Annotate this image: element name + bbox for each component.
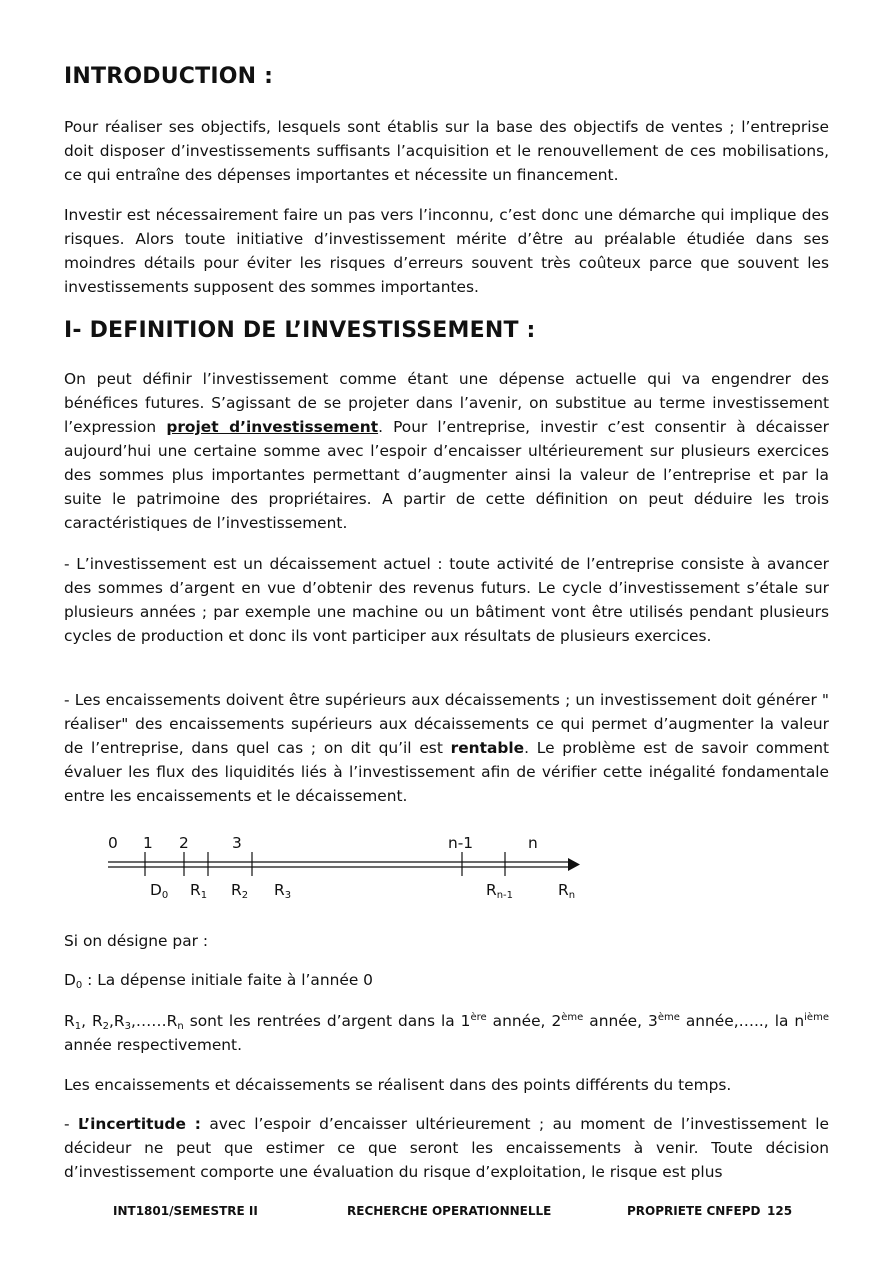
timeline-flow-r1: $R_1$ [190, 881, 208, 901]
definition-text-1: On peut définir l’investissement comme étant une dépense actuelle qui va engendrer des bénéfices futures. S’agissant de se projeter dans l’avenir, on substitue au terme investissement l’expression [64, 370, 829, 436]
footer-page-number: 125 [767, 1204, 793, 1218]
paragraph-incertitude: - L’incertitude : avec l’espoir d’encaisser ultérieurement ; au moment de l’investissement le décideur ne peut que estimer ce que seront les encaissements à venir. Toute décision d’investissement comporte une évaluation du risque d’exploitation, le risque est plus [64, 1115, 829, 1181]
characteristic-2-text-1: - Les encaissements doivent être supérieurs aux décaissements ; un investissement doit générer " réaliser" des encaissements supérieurs aux décaissements ce qui permet d’augmenter la valeur de l’entreprise, dans quel cas ; on dit qu’il est [64, 691, 829, 757]
timeline-label-n-1: n-1 [448, 834, 474, 852]
paragraph-characteristic-2 [64, 688, 829, 808]
paragraph-intro-2: Investir est nécessairement faire un pas vers l’inconnu, c’est donc une démarche qui implique des risques. Alors toute initiative d’investissement mérite d’être au préalable étudiée dans ses moindres détails pour éviter les risques d’erreurs souvent très coûteux parce que souvent les investissements supposent des sommes importantes. [64, 206, 829, 296]
timeline-label-2: 2 [179, 834, 189, 852]
timeline-flow-d0: $D_0$ [150, 881, 169, 901]
definition-text-2: . Pour l’entreprise, investir c’est consentir à décaisser aujourd’hui une certaine somme avec l’espoir d’encaisser ultérieurement sur plusieurs exercices des sommes plus importantes permettant d’augmenter ainsi la valeur de l’entreprise et par la suite le patrimoine des propriétaires. A partir de cette définition on peut déduire les trois caractéristiques de l’investissement. [64, 418, 829, 532]
term-rentable: rentable [450, 739, 525, 757]
timeline-label-0: 0 [108, 834, 118, 852]
timeline-flow-rn: $R_n$ [558, 881, 576, 901]
footer-property: PROPRIETE CNFEPD [627, 1204, 761, 1218]
heading-introduction: INTRODUCTION : [64, 64, 274, 89]
paragraph-r-definition: $R_1$, $R_2,R_3,\dots\dots R_n$ sont les rentrées d’argent dans la 1ère année, 2ème année, 3ème année,….., la $n^{ième}$ année respectivement. [64, 1012, 829, 1054]
timeline-label-3: 3 [232, 834, 242, 852]
footer-course-code: INT1801/SEMESTRE II [113, 1204, 258, 1218]
timeline-flow-r3: $R_3$ [274, 881, 292, 901]
paragraph-definition [64, 367, 829, 535]
timeline-flow-rn-1: $R_{n-1}$ [486, 881, 514, 901]
timeline-label-1: 1 [143, 834, 153, 852]
timeline-arrow-head [568, 858, 580, 871]
term-incertitude: L’incertitude : [77, 1115, 201, 1133]
paragraph-intro-1: Pour réaliser ses objectifs, lesquels sont établis sur la base des objectifs de ventes ; l’entreprise doit disposer d’investissements suffisants l’acquisition et le renouvellement de ces mobilisations, ce qui entraîne des dépenses importantes et nécessite un financement. [64, 118, 829, 184]
paragraph-si-on-designe: Si on désigne par : [64, 932, 209, 950]
footer-subject: RECHERCHE OPERATIONNELLE [347, 1204, 552, 1218]
characteristic-2-text-2: . Le problème est de savoir comment évaluer les flux des liquidités liés à l’investissement afin de vérifier cette inégalité fondamentale entre les encaissements et le décaissement. [64, 739, 829, 805]
heading-definition: I- DEFINITION DE L’INVESTISSEMENT : [64, 318, 536, 343]
paragraph-characteristic-1: - L’investissement est un décaissement actuel : toute activité de l’entreprise consiste à avancer des sommes d’argent en vue d’obtenir des revenus futurs. Le cycle d’investissement s’étale sur plusieurs années ; par exemple une machine ou un bâtiment vont être utilisés pendant plusieurs cycles de production et donc ils vont participer aux résultats de plusieurs exercices. [64, 555, 829, 645]
timeline-flow-r2: $R_2$ [231, 881, 249, 901]
paragraph-encaissements: Les encaissements et décaissements se réalisent dans des points différents du temps. [64, 1076, 732, 1094]
definition-term-projet: projet d’investissement [166, 418, 379, 436]
timeline-label-n: n [528, 834, 538, 852]
paragraph-d0-definition: $D_0$ : La dépense initiale faite à l’année 0 [64, 971, 373, 991]
